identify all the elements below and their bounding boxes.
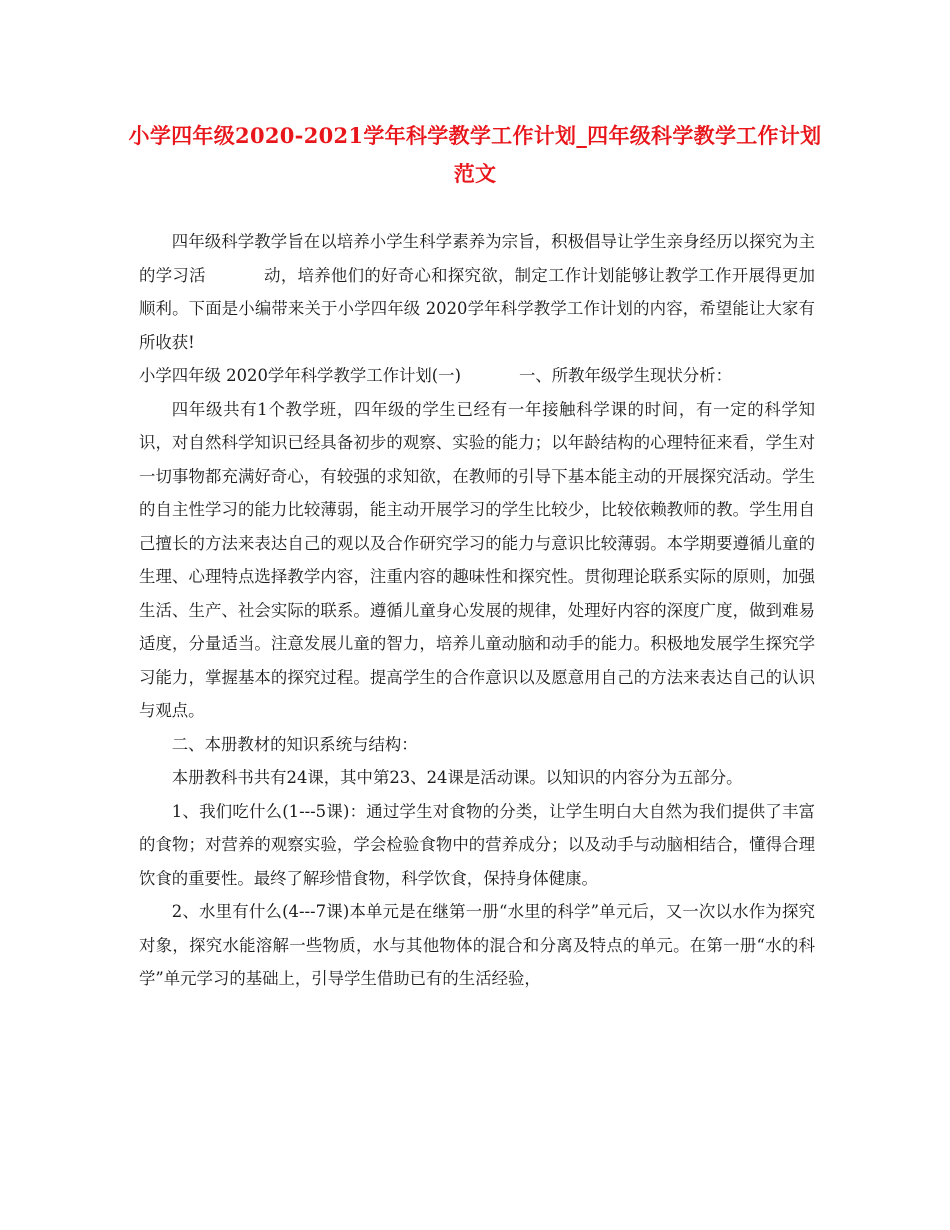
plan-heading xyxy=(139,359,815,393)
paragraph-unit-2: 2、水里有什么(4---7课)本单元是在继第一册“水里的科学”单元后，又一次以水作为探究对象，探究水能溶解一些物质，水与其他物体的混合和分离及特点的单元。在第一册“水的科学”单元学习的基础上，引导学生借助已有的生活经验， xyxy=(139,902,815,988)
intro-paragraph xyxy=(139,225,815,359)
plan-heading-part-2: 一、所教年级学生现状分析： xyxy=(518,366,733,385)
document-body xyxy=(139,225,815,996)
paragraph-unit-1: 1、我们吃什么(1---5课)：通过学生对食物的分类，让学生明白大自然为我们提供了丰富的食物；对营养的观察实验，学会检验食物中的营养成分；以及动手与动脑相结合，懂得合理饮食的重要性。最终了解珍惜食物，科学饮食，保持身体健康。 xyxy=(139,801,815,888)
intro-part-2: 动，培养他们的好奇心和探究欲，制定工作计划能够让教学工作开展得更加顺利。下面是小编带来关于小学四年级 2020学年科学教学工作计划的内容，希望能让大家有所收获! xyxy=(139,265,815,352)
paragraph-student-analysis: 四年级共有1个教学班，四年级的学生已经有一年接触科学课的时间，有一定的科学知识，对自然科学知识已经具备初步的观察、实验的能力；以年龄结构的心理特征来看，学生对一切事物都充满好奇心，有较强的求知欲，在教师的引导下基本能主动的开展探究活动。学生的自主性学习的能力比较薄弱，能主动开展学习的学生比较少，比较依赖教师的教。学生用自己擅长的方法来表达自己的观以及合作研究学习的能力与意识比较薄弱。本学期要遵循儿童的生理、心理特点选择教学内容，注重内容的趣味性和探究性。贯彻理论联系实际的原则，加强生活、生产、社会实际的联系。遵循儿童身心发展的规律，处理好内容的深度广度，做到难易适度，分量适当。注意发展儿童的智力，培养儿童动脑和动手的能力。积极地发展学生探究学习能力，掌握基本的探究过程。提高学生的合作意识以及愿意用自己的方法来表达自己的认识与观点。 xyxy=(139,399,815,720)
section-heading-textbook-structure: 二、本册教材的知识系统与结构： xyxy=(171,734,418,754)
paragraph-textbook-overview: 本册教科书共有24课，其中第23、24课是活动课。以知识的内容分为五部分。 xyxy=(171,768,743,787)
intro-part-1: 四年级科学教学旨在以培养小学生科学素养为宗旨，积极倡导让学生亲身经历以探究为主的学习活 xyxy=(139,232,815,285)
document-title: 小学四年级2020-2021学年科学教学工作计划_四年级科学教学工作计划范文 xyxy=(128,123,822,186)
plan-heading-part-1: 小学四年级 2020学年科学教学工作计划(一) xyxy=(139,366,461,385)
